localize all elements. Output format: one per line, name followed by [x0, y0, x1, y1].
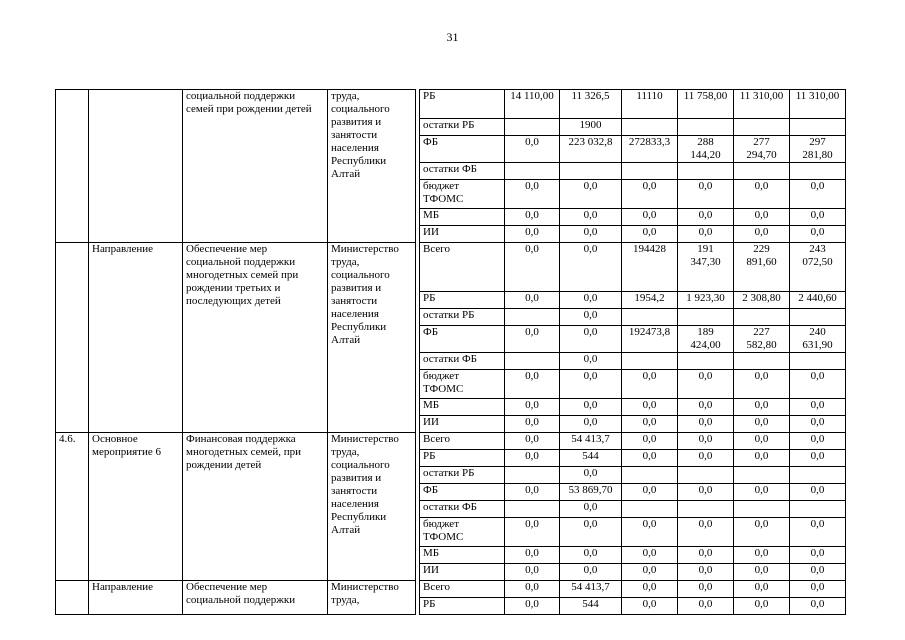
page-number: 31: [446, 30, 459, 44]
executor-cell: Министерство труда,: [328, 581, 416, 615]
amount-cell: 0,0: [678, 581, 734, 598]
amount-cell: 0,0: [560, 309, 622, 326]
amount-cell: 0,0: [790, 484, 846, 501]
amount-cell: 0,0: [678, 433, 734, 450]
amount-cell: 1900: [560, 119, 622, 136]
funding-source-cell: РБ: [420, 598, 505, 615]
amount-cell: 0,0: [505, 243, 560, 292]
funding-source-cell: МБ: [420, 209, 505, 226]
amount-cell: 0,0: [678, 226, 734, 243]
amount-cell: 0,0: [560, 226, 622, 243]
amount-cell: 243 072,50: [790, 243, 846, 292]
funding-source-cell: ИИ: [420, 564, 505, 581]
amount-cell: 0,0: [790, 226, 846, 243]
amount-cell: 0,0: [622, 209, 678, 226]
amount-cell: 0,0: [790, 564, 846, 581]
amount-cell: 229 891,60: [734, 243, 790, 292]
amount-cell: [678, 309, 734, 326]
amount-cell: [622, 501, 678, 518]
amount-cell: 0,0: [505, 450, 560, 467]
amount-cell: [560, 163, 622, 180]
amount-cell: 0,0: [678, 518, 734, 547]
amount-cell: 0,0: [734, 399, 790, 416]
amount-cell: [505, 353, 560, 370]
amount-cell: [678, 119, 734, 136]
amount-cell: 0,0: [790, 370, 846, 399]
amount-cell: 0,0: [678, 399, 734, 416]
funding-source-cell: остатки ФБ: [420, 353, 505, 370]
amount-cell: 0,0: [505, 136, 560, 163]
amount-cell: 0,0: [505, 209, 560, 226]
amount-cell: 1 923,30: [678, 292, 734, 309]
funding-source-cell: бюджет ТФОМС: [420, 370, 505, 399]
funding-source-cell: остатки РБ: [420, 309, 505, 326]
amount-cell: [678, 163, 734, 180]
amount-cell: 0,0: [790, 433, 846, 450]
amount-cell: 0,0: [790, 399, 846, 416]
amount-cell: 0,0: [734, 484, 790, 501]
amount-cell: 0,0: [560, 326, 622, 353]
amount-cell: 0,0: [678, 547, 734, 564]
amount-cell: [790, 353, 846, 370]
amount-cell: 544: [560, 450, 622, 467]
amount-cell: [678, 501, 734, 518]
funding-table: [55, 89, 846, 615]
amount-cell: 0,0: [622, 416, 678, 433]
amount-cell: 0,0: [678, 564, 734, 581]
amount-cell: 0,0: [734, 450, 790, 467]
amount-cell: 288 144,20: [678, 136, 734, 163]
amount-cell: [734, 353, 790, 370]
funding-source-cell: остатки РБ: [420, 467, 505, 484]
amount-cell: 0,0: [560, 353, 622, 370]
amount-cell: 0,0: [678, 209, 734, 226]
amount-cell: 194428: [622, 243, 678, 292]
amount-cell: [790, 501, 846, 518]
amount-cell: 0,0: [678, 598, 734, 615]
funding-source-cell: Всего: [420, 433, 505, 450]
amount-cell: 297 281,80: [790, 136, 846, 163]
amount-cell: 0,0: [622, 226, 678, 243]
amount-cell: [622, 467, 678, 484]
funding-source-cell: бюджет ТФОМС: [420, 518, 505, 547]
amount-cell: 14 110,00: [505, 90, 560, 119]
executor-cell: Министерство труда, социального развития и занятости населения Республики Алтай: [328, 433, 416, 581]
amount-cell: 0,0: [790, 581, 846, 598]
amount-cell: [622, 353, 678, 370]
amount-cell: 0,0: [622, 433, 678, 450]
amount-cell: 0,0: [622, 518, 678, 547]
funding-source-cell: ИИ: [420, 416, 505, 433]
funding-source-cell: ФБ: [420, 326, 505, 353]
amount-cell: 0,0: [678, 416, 734, 433]
amount-cell: [790, 163, 846, 180]
amount-cell: 0,0: [505, 370, 560, 399]
item-number-cell: [56, 90, 89, 243]
funding-source-cell: ИИ: [420, 226, 505, 243]
amount-cell: 0,0: [505, 547, 560, 564]
item-kind-cell: Основное мероприятие 6: [89, 433, 183, 581]
executor-cell: труда, социального развития и занятости населения Республики Алтай: [328, 90, 416, 243]
amount-cell: 192473,8: [622, 326, 678, 353]
amount-cell: 0,0: [560, 518, 622, 547]
item-kind-cell: Направление: [89, 243, 183, 433]
amount-cell: 0,0: [734, 226, 790, 243]
amount-cell: 0,0: [622, 581, 678, 598]
amount-cell: 0,0: [505, 292, 560, 309]
amount-cell: 0,0: [622, 564, 678, 581]
item-kind-cell: Направление: [89, 581, 183, 615]
amount-cell: 0,0: [678, 180, 734, 209]
amount-cell: 54 413,7: [560, 433, 622, 450]
amount-cell: 0,0: [734, 209, 790, 226]
amount-cell: 0,0: [734, 416, 790, 433]
amount-cell: [734, 119, 790, 136]
funding-source-cell: ФБ: [420, 484, 505, 501]
amount-cell: 0,0: [790, 416, 846, 433]
amount-cell: 0,0: [678, 450, 734, 467]
amount-cell: 0,0: [560, 399, 622, 416]
amount-cell: 53 869,70: [560, 484, 622, 501]
amount-cell: 223 032,8: [560, 136, 622, 163]
amount-cell: 11110: [622, 90, 678, 119]
amount-cell: [622, 309, 678, 326]
amount-cell: 0,0: [505, 564, 560, 581]
amount-cell: [505, 467, 560, 484]
amount-cell: 189 424,00: [678, 326, 734, 353]
amount-cell: 0,0: [622, 450, 678, 467]
amount-cell: 0,0: [790, 450, 846, 467]
amount-cell: 0,0: [505, 433, 560, 450]
amount-cell: 0,0: [790, 209, 846, 226]
funding-source-cell: Всего: [420, 243, 505, 292]
table-row: [56, 243, 846, 292]
amount-cell: 11 758,00: [678, 90, 734, 119]
funding-source-cell: остатки ФБ: [420, 163, 505, 180]
amount-cell: 0,0: [734, 598, 790, 615]
amount-cell: [505, 501, 560, 518]
amount-cell: [734, 501, 790, 518]
item-title-cell: Обеспечение мер социальной поддержки многодетных семей при рождении третьих и последующих детей: [183, 243, 328, 433]
amount-cell: 0,0: [560, 292, 622, 309]
amount-cell: 0,0: [505, 581, 560, 598]
amount-cell: 240 631,90: [790, 326, 846, 353]
funding-source-cell: ФБ: [420, 136, 505, 163]
amount-cell: 11 310,00: [734, 90, 790, 119]
funding-source-cell: бюджет ТФОМС: [420, 180, 505, 209]
amount-cell: 0,0: [560, 180, 622, 209]
amount-cell: 0,0: [734, 433, 790, 450]
item-title-cell: Обеспечение мер социальной поддержки: [183, 581, 328, 615]
amount-cell: 0,0: [678, 484, 734, 501]
amount-cell: [505, 119, 560, 136]
amount-cell: 227 582,80: [734, 326, 790, 353]
amount-cell: 0,0: [560, 547, 622, 564]
amount-cell: 0,0: [622, 547, 678, 564]
amount-cell: 277 294,70: [734, 136, 790, 163]
amount-cell: 0,0: [790, 180, 846, 209]
amount-cell: 0,0: [734, 547, 790, 564]
amount-cell: [790, 467, 846, 484]
amount-cell: 0,0: [622, 370, 678, 399]
amount-cell: 0,0: [734, 581, 790, 598]
amount-cell: 0,0: [505, 484, 560, 501]
amount-cell: 191 347,30: [678, 243, 734, 292]
amount-cell: 0,0: [790, 598, 846, 615]
funding-source-cell: РБ: [420, 450, 505, 467]
amount-cell: 0,0: [505, 226, 560, 243]
amount-cell: 11 310,00: [790, 90, 846, 119]
amount-cell: 0,0: [560, 416, 622, 433]
amount-cell: 0,0: [622, 598, 678, 615]
amount-cell: 0,0: [622, 399, 678, 416]
amount-cell: [622, 163, 678, 180]
amount-cell: 0,0: [505, 416, 560, 433]
funding-table-sheet: [55, 89, 846, 615]
item-number-cell: 4.6.: [56, 433, 89, 581]
amount-cell: 0,0: [505, 399, 560, 416]
item-kind-cell: [89, 90, 183, 243]
amount-cell: 0,0: [734, 370, 790, 399]
amount-cell: 272833,3: [622, 136, 678, 163]
amount-cell: 54 413,7: [560, 581, 622, 598]
item-number-cell: [56, 243, 89, 433]
amount-cell: 0,0: [505, 180, 560, 209]
funding-source-cell: МБ: [420, 547, 505, 564]
amount-cell: 0,0: [560, 564, 622, 581]
amount-cell: 11 326,5: [560, 90, 622, 119]
amount-cell: 0,0: [560, 501, 622, 518]
item-title-cell: социальной поддержки семей при рождении детей: [183, 90, 328, 243]
amount-cell: 2 440,60: [790, 292, 846, 309]
amount-cell: 0,0: [678, 370, 734, 399]
amount-cell: [505, 309, 560, 326]
amount-cell: 0,0: [734, 518, 790, 547]
item-number-cell: [56, 581, 89, 615]
amount-cell: 0,0: [560, 209, 622, 226]
amount-cell: 0,0: [790, 547, 846, 564]
amount-cell: 0,0: [505, 326, 560, 353]
amount-cell: [790, 119, 846, 136]
funding-source-cell: остатки РБ: [420, 119, 505, 136]
amount-cell: 0,0: [622, 484, 678, 501]
funding-source-cell: РБ: [420, 90, 505, 119]
executor-cell: Министерство труда, социального развития и занятости населения Республики Алтай: [328, 243, 416, 433]
funding-source-cell: остатки ФБ: [420, 501, 505, 518]
amount-cell: [505, 163, 560, 180]
funding-source-cell: Всего: [420, 581, 505, 598]
amount-cell: 0,0: [560, 243, 622, 292]
amount-cell: [734, 309, 790, 326]
amount-cell: [678, 467, 734, 484]
amount-cell: 0,0: [622, 180, 678, 209]
amount-cell: 0,0: [560, 467, 622, 484]
amount-cell: 0,0: [790, 518, 846, 547]
table-row: [56, 90, 846, 119]
amount-cell: 2 308,80: [734, 292, 790, 309]
amount-cell: 1954,2: [622, 292, 678, 309]
amount-cell: [622, 119, 678, 136]
amount-cell: 0,0: [505, 598, 560, 615]
table-row: [56, 581, 846, 598]
item-title-cell: Финансовая поддержка многодетных семей, при рождении детей: [183, 433, 328, 581]
table-row: [56, 433, 846, 450]
funding-source-cell: РБ: [420, 292, 505, 309]
amount-cell: 0,0: [505, 518, 560, 547]
amount-cell: [790, 309, 846, 326]
amount-cell: 0,0: [734, 564, 790, 581]
amount-cell: [678, 353, 734, 370]
amount-cell: 0,0: [734, 180, 790, 209]
amount-cell: [734, 163, 790, 180]
amount-cell: 0,0: [560, 370, 622, 399]
amount-cell: [734, 467, 790, 484]
funding-source-cell: МБ: [420, 399, 505, 416]
amount-cell: 544: [560, 598, 622, 615]
